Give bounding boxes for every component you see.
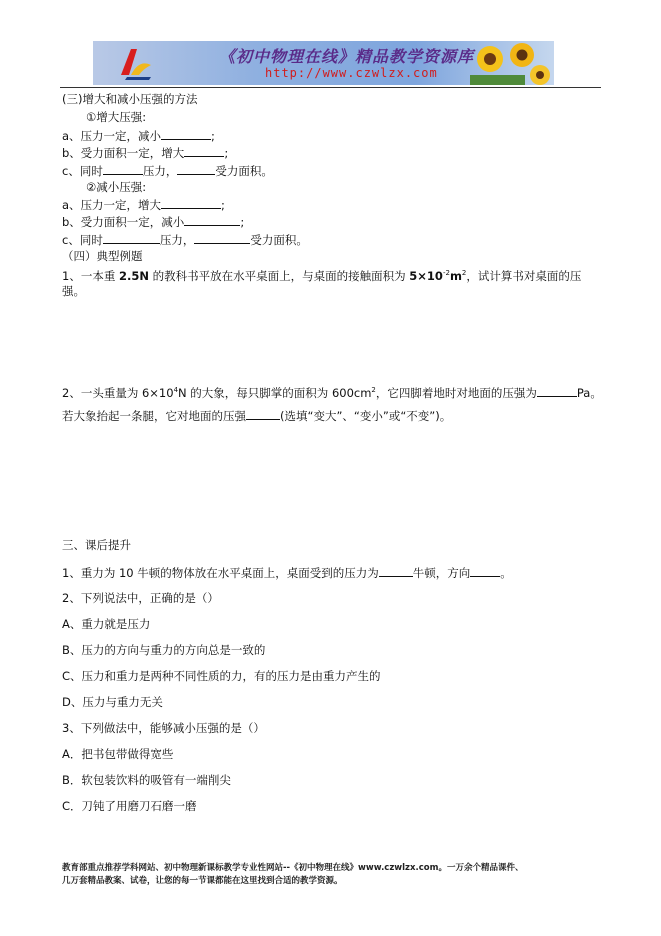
example-q1-line2: 强。: [62, 284, 85, 298]
blank-field[interactable]: [246, 408, 280, 420]
decrease-item-a: a、压力一定，增大 ;: [62, 198, 225, 212]
after-q2-option-b[interactable]: B、压力的方向与重力的方向总是一致的: [62, 643, 266, 657]
example-q2-line1: 2、一头重量为 $6\times 10^4N$ 的大象，每只脚掌的面积为 $600cm^2$，它四脚着地时对地面的压强为 Pa。: [62, 385, 602, 400]
examples-heading: （四）典型例题: [62, 249, 143, 263]
decrease-heading: ②减小压强:: [86, 180, 147, 194]
example-q2-line2: 若大象抬起一条腿，它对地面的压强 (选填“变大”、“变小”或“不变”)。: [62, 409, 452, 423]
methods-heading: (三)增大和减小压强的方法: [62, 92, 198, 106]
increase-item-b: b、受力面积一定，增大 ;: [62, 146, 229, 160]
site-logo-icon: [117, 45, 157, 81]
increase-heading: ①增大压强:: [86, 110, 147, 124]
after-q3: 3、下列做法中，能够减小压强的是（）: [62, 721, 265, 735]
after-q2-option-a[interactable]: A、重力就是压力: [62, 617, 151, 631]
blank-field[interactable]: [184, 145, 224, 157]
after-q2-option-c[interactable]: C、压力和重力是两种不同性质的力，有的压力是由重力产生的: [62, 669, 381, 683]
after-q2-option-d[interactable]: D、压力与重力无关: [62, 695, 163, 709]
after-q2: 2、下列说法中，正确的是（）: [62, 591, 219, 605]
blank-field[interactable]: [103, 232, 160, 244]
decrease-item-c: c、同时 压力， 受力面积。: [62, 233, 308, 247]
after-q3-option-a[interactable]: A．把书包带做得宽些: [62, 747, 174, 761]
banner-url[interactable]: http://www.czwlzx.com: [265, 66, 438, 80]
after-q1: 1、重力为 10 牛顿的物体放在水平桌面上，桌面受到的压力为 牛顿，方向 。: [62, 566, 512, 580]
after-q3-option-b[interactable]: B．软包装饮料的吸管有一端削尖: [62, 773, 231, 787]
blank-field[interactable]: [379, 565, 413, 577]
blank-field[interactable]: [177, 163, 215, 175]
footer-line-2: 几万套精品教案、试卷，让您的每一节课都能在这里找到合适的教学资源。: [62, 876, 343, 886]
header-rule: [60, 87, 601, 88]
blank-field[interactable]: [103, 163, 143, 175]
increase-item-a: a、压力一定，减小 ;: [62, 129, 215, 143]
blank-field[interactable]: [161, 128, 211, 140]
banner-title: 《初中物理在线》精品教学资源库: [219, 47, 475, 66]
decrease-item-b: b、受力面积一定，减小 ;: [62, 215, 245, 229]
site-banner: [93, 41, 554, 85]
blank-field[interactable]: [470, 565, 500, 577]
blank-field[interactable]: [161, 197, 221, 209]
footer-line-1: 教育部重点推荐学科网站、初中物理新课标教学专业性网站--《初中物理在线》www.czwlzx.com。一万余个精品课件、: [62, 863, 524, 873]
increase-item-c: c、同时 压力， 受力面积。: [62, 164, 273, 178]
after-q3-option-c[interactable]: C．刀钝了用磨刀石磨一磨: [62, 799, 197, 813]
blank-field[interactable]: [537, 385, 577, 397]
after-class-heading: 三、课后提升: [62, 538, 131, 552]
blank-field[interactable]: [194, 232, 250, 244]
sunflower-icon: [470, 41, 550, 85]
example-q1-line1: 1、一本重 2.5N 的教科书平放在水平桌面上，与桌面的接触面积为 $5\times 10^{-2}m^2$，试计算书对桌面的压: [62, 268, 582, 283]
blank-field[interactable]: [184, 214, 240, 226]
